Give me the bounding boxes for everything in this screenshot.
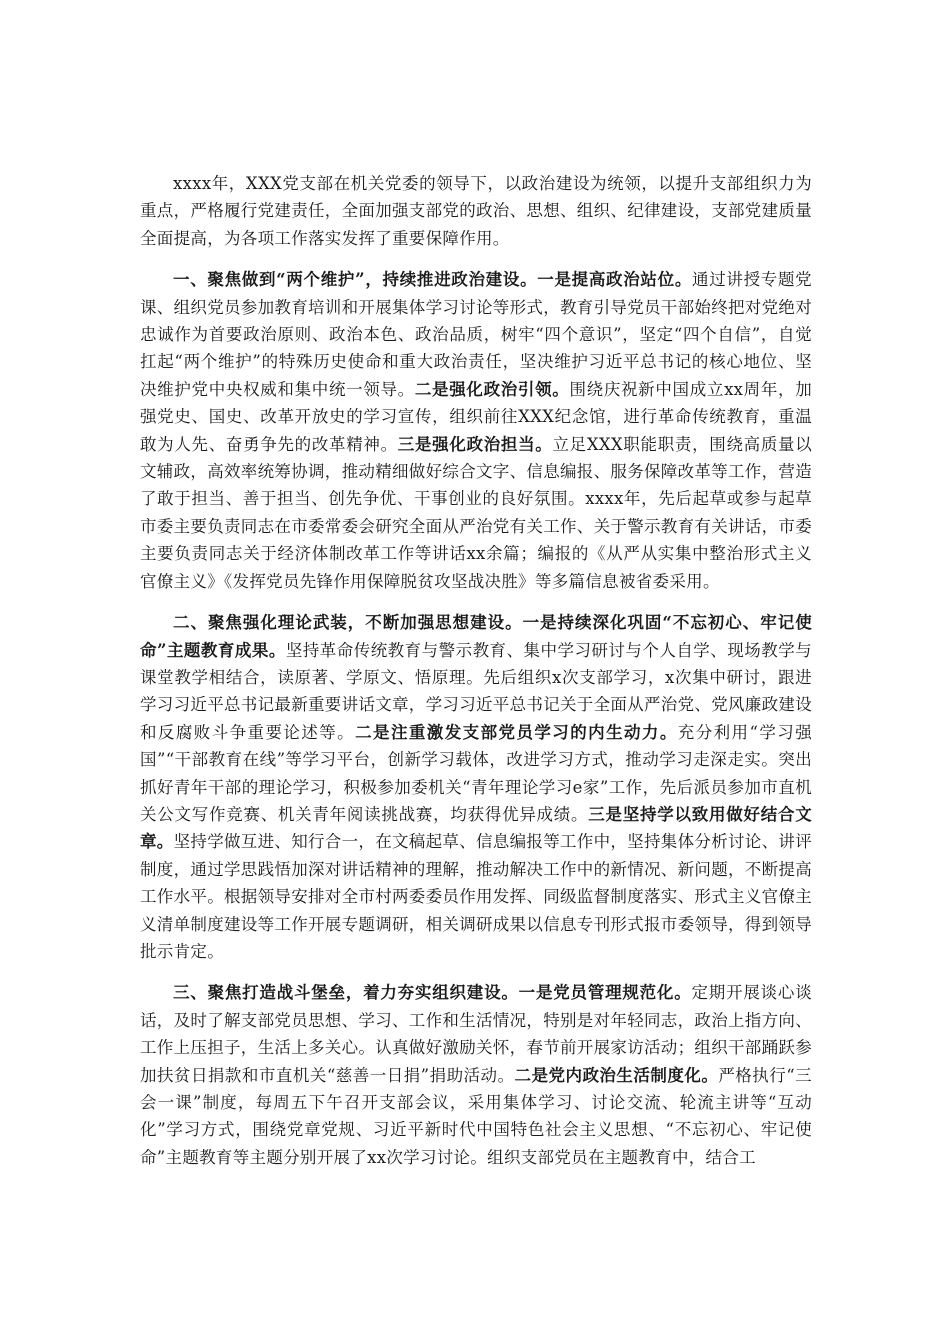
text-run: 充分利用“学习强国”“干部教育在线”等学习平台，创新学习载体，改进学习方式，推动学习走深走实。突出抓好青年干部的理论学习，积极参加委机关“青年理论学习e家”工作，先后派员参加市直机关公文写作竞赛、机关青年阅读挑战赛，均获得优异成绩。: [140, 722, 812, 824]
section-heading: 一、聚焦做到“两个维护”，持续推进政治建设。: [173, 270, 538, 290]
paragraph-section-1: [140, 266, 812, 595]
document-body: [140, 170, 812, 1185]
section-heading: 二、聚焦强化理论武装，不断加强思想建设。: [173, 613, 523, 633]
subpoint-heading: 二是强化政治引领。: [414, 379, 570, 399]
text-run: xxxx年，XXX党支部在机关党委的领导下，以政治建设为统领，以提升支部组织力为重点，严格履行党建责任，全面加强支部党的政治、思想、组织、纪律建设，支部党建质量全面提高，为各项工作落实发挥了重要保障作用。: [140, 174, 812, 248]
text-run: 通过讲授专题党课、组织党员参加教育培训和开展集体学习讨论等形式，教育引导党员干部始终把对党绝对忠诚作为首要政治原则、政治本色、政治品质，树牢“四个意识”，坚定“四个自信”，自觉扛起“两个维护”的特殊历史使命和重大政治责任，坚决维护习近平总书记的核心地位、坚决维护党中央权威和集中统一领导。: [140, 270, 812, 399]
paragraph-intro: [140, 170, 812, 252]
text-run: 立足XXX职能职责，围绕高质量以文辅政，高效率统筹协调，推动精细做好综合文字、信息编报、服务保障改革等工作，营造了敢于担当、善于担当、创先争优、干事创业的良好氛围。xxxx年，先后起草或参与起草市委主要负责同志在市委常委会研究全面从严治党有关工作、关于警示教育有关讲话，市委主要负责同志关于经济体制改革工作等讲话xx余篇；编报的《从严从实集中整治形式主义官僚主义》《发挥党员先锋作用保障脱贫攻坚战决胜》等多篇信息被省委采用。: [140, 434, 812, 591]
subpoint-heading: 一是提高政治站位。: [537, 270, 693, 290]
paragraph-section-2: [140, 609, 812, 965]
text-run: 严格执行“三会一课”制度，每周五下午召开支部会议，采用集体学习、讨论交流、轮流主讲等“互动化”学习方式，围绕党章党规、习近平新时代中国特色社会主义思想、“不忘初心、牢记使命”主题教育等主题分别开展了xx次学习讨论。组织支部党员在主题教育中，结合工: [140, 1065, 812, 1167]
text-run: 坚持学做互进、知行合一，在文稿起草、信息编报等工作中，坚持集体分析讨论、讲评制度，通过学思践悟加深对讲话精神的理解，推动解决工作中的新情况、新问题，不断提高工作水平。根据领导安排对全市村两委委员作用发挥、同级监督制度落实、形式主义官僚主义清单制度建设等工作开展专题调研，相关调研成果以信息专刊形式报市委领导，得到领导批示肯定。: [140, 832, 813, 961]
paragraph-section-3: [140, 979, 812, 1171]
subpoint-heading: 二是党内政治生活制度化。: [514, 1065, 719, 1085]
subpoint-heading: 三是坚持学以致用做好结合文章。: [140, 804, 812, 852]
section-heading: 三、聚焦打造战斗堡垒，着力夯实组织建设。: [173, 983, 519, 1003]
subpoint-heading: 三是强化政治担当。: [397, 434, 553, 454]
text-run: 坚持革命传统教育与警示教育、集中学习研讨与个人自学、现场教学与课堂教学相结合，读原著、学原文、悟原理。先后组织x次支部学习，x次集中研讨，跟进学习习近平总书记最新重要讲话文章，学习习近平总书记关于全面从严治党、党风廉政建设和反腐败斗争重要论述等。: [140, 640, 812, 742]
subpoint-heading: 二是注重激发支部党员学习的内生动力。: [355, 722, 678, 742]
text-run: 围绕庆祝新中国成立xx周年，加强党史、国史、改革开放史的学习宣传，组织前往XXX纪念馆，进行革命传统教育，重温敢为人先、奋勇争先的改革精神。: [140, 379, 812, 454]
subpoint-heading: 一是持续深化巩固“不忘初心、牢记使命”主题教育成果。: [140, 613, 813, 660]
text-run: 定期开展谈心谈话，及时了解支部党员思想、学习、工作和生活情况，特别是对年轻同志，政治上指方向、工作上压担子，生活上多关心。认真做好激励关怀，春节前开展家访活动；组织干部踊跃参加扶贫日捐款和市直机关“慈善一日捐”捐助活动。: [140, 983, 813, 1085]
subpoint-heading: 一是党员管理规范化。: [518, 983, 692, 1003]
